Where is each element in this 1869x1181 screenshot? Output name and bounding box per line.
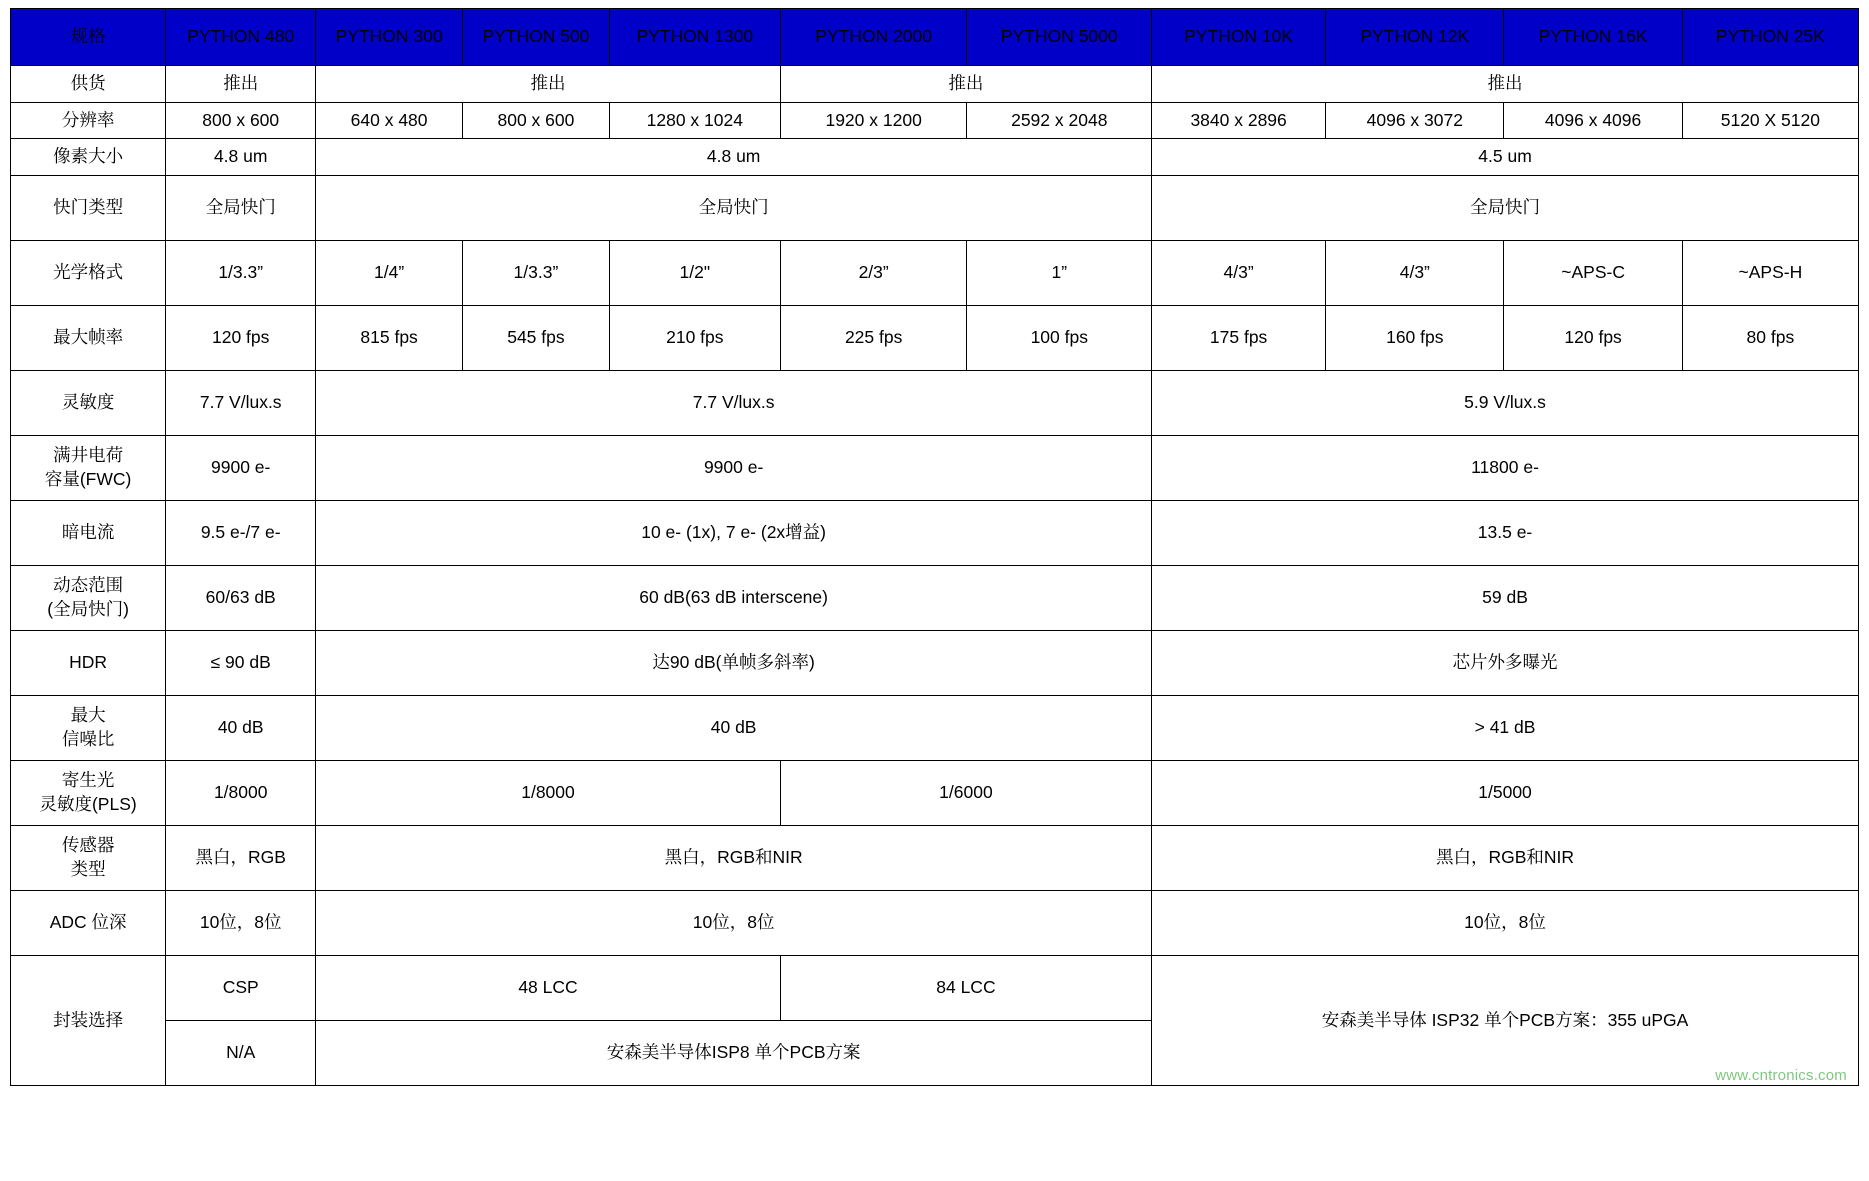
dynamic-range-10k-25k: 59 dB bbox=[1152, 565, 1859, 630]
row-label-resolution: 分辨率 bbox=[11, 102, 166, 139]
resolution-25k: 5120 X 5120 bbox=[1682, 102, 1858, 139]
header-python-5000: PYTHON 5000 bbox=[967, 9, 1152, 66]
resolution-1300: 1280 x 1024 bbox=[609, 102, 780, 139]
resolution-10k: 3840 x 2896 bbox=[1152, 102, 1326, 139]
pls-10k-25k: 1/5000 bbox=[1152, 760, 1859, 825]
max-framerate-5000: 100 fps bbox=[967, 305, 1152, 370]
package-300-1300-lcc: 48 LCC bbox=[316, 955, 781, 1020]
resolution-16k: 4096 x 4096 bbox=[1504, 102, 1682, 139]
shutter-type-10k-25k: 全局快门 bbox=[1152, 175, 1859, 240]
table-row bbox=[11, 102, 1859, 139]
optical-format-1300: 1/2" bbox=[609, 240, 780, 305]
row-label-adc: ADC 位深 bbox=[11, 890, 166, 955]
dynamic-range-label-line1: 动态范围 bbox=[53, 575, 124, 596]
optical-format-480: 1/3.3” bbox=[166, 240, 316, 305]
pixel-size-480: 4.8 um bbox=[166, 139, 316, 176]
max-framerate-480: 120 fps bbox=[166, 305, 316, 370]
table-header-row bbox=[11, 9, 1859, 66]
row-label-dark-current: 暗电流 bbox=[11, 500, 166, 565]
availability-480: 推出 bbox=[166, 66, 316, 103]
optical-format-500: 1/3.3” bbox=[463, 240, 610, 305]
row-label-max-framerate: 最大帧率 bbox=[11, 305, 166, 370]
max-framerate-300: 815 fps bbox=[316, 305, 463, 370]
sensor-type-label-line1: 传感器 bbox=[61, 835, 115, 856]
max-framerate-16k: 120 fps bbox=[1504, 305, 1682, 370]
pls-2000-5000: 1/6000 bbox=[780, 760, 1151, 825]
optical-format-5000: 1” bbox=[967, 240, 1152, 305]
package-480-csp: CSP bbox=[166, 955, 316, 1020]
header-spec: 规格 bbox=[11, 9, 166, 66]
table-row bbox=[11, 565, 1859, 630]
max-framerate-500: 545 fps bbox=[463, 305, 610, 370]
sensor-type-300-5000: 黑白，RGB和NIR bbox=[316, 825, 1152, 890]
sensor-type-480: 黑白，RGB bbox=[166, 825, 316, 890]
package-10k-25k-isp32: 安森美半导体 ISP32 单个PCB方案：355 uPGA bbox=[1152, 955, 1859, 1085]
header-python-10k: PYTHON 10K bbox=[1152, 9, 1326, 66]
optical-format-25k: ~APS-H bbox=[1682, 240, 1858, 305]
sensor-type-label-line2: 类型 bbox=[70, 858, 106, 879]
sensitivity-480: 7.7 V/lux.s bbox=[166, 370, 316, 435]
availability-10k-25k: 推出 bbox=[1152, 66, 1859, 103]
max-framerate-12k: 160 fps bbox=[1326, 305, 1504, 370]
fwc-label-line2: 容量(FWC) bbox=[44, 468, 132, 489]
table-row bbox=[11, 500, 1859, 565]
shutter-type-300-5000: 全局快门 bbox=[316, 175, 1152, 240]
table-row bbox=[11, 890, 1859, 955]
dynamic-range-label-line2: (全局快门) bbox=[47, 598, 129, 619]
table-row bbox=[11, 139, 1859, 176]
python-sensor-spec-table bbox=[10, 8, 1859, 1086]
adc-300-5000: 10位，8位 bbox=[316, 890, 1152, 955]
snr-10k-25k: > 41 dB bbox=[1152, 695, 1859, 760]
table-row bbox=[11, 435, 1859, 500]
dark-current-300-5000: 10 e- (1x), 7 e- (2x增益) bbox=[316, 500, 1152, 565]
table-row bbox=[11, 305, 1859, 370]
availability-2000-5000: 推出 bbox=[780, 66, 1151, 103]
table-row bbox=[11, 66, 1859, 103]
header-python-25k: PYTHON 25K bbox=[1682, 9, 1858, 66]
header-python-2000: PYTHON 2000 bbox=[780, 9, 967, 66]
sensitivity-10k-25k: 5.9 V/lux.s bbox=[1152, 370, 1859, 435]
row-label-sensor-type bbox=[11, 825, 166, 890]
row-label-dynamic-range bbox=[11, 565, 166, 630]
fwc-480: 9900 e- bbox=[166, 435, 316, 500]
optical-format-16k: ~APS-C bbox=[1504, 240, 1682, 305]
header-python-16k: PYTHON 16K bbox=[1504, 9, 1682, 66]
table-row bbox=[11, 825, 1859, 890]
row-label-fwc bbox=[11, 435, 166, 500]
max-framerate-25k: 80 fps bbox=[1682, 305, 1858, 370]
row-label-snr bbox=[11, 695, 166, 760]
resolution-500: 800 x 600 bbox=[463, 102, 610, 139]
header-python-480: PYTHON 480 bbox=[166, 9, 316, 66]
max-framerate-10k: 175 fps bbox=[1152, 305, 1326, 370]
optical-format-300: 1/4” bbox=[316, 240, 463, 305]
table-row bbox=[11, 370, 1859, 435]
row-label-availability: 供货 bbox=[11, 66, 166, 103]
header-python-12k: PYTHON 12K bbox=[1326, 9, 1504, 66]
pls-300-1300: 1/8000 bbox=[316, 760, 781, 825]
row-label-sensitivity: 灵敏度 bbox=[11, 370, 166, 435]
optical-format-2000: 2/3” bbox=[780, 240, 967, 305]
dynamic-range-480: 60/63 dB bbox=[166, 565, 316, 630]
pls-label-line2: 灵敏度(PLS) bbox=[39, 793, 137, 814]
pls-label-line1: 寄生光 bbox=[61, 770, 115, 791]
header-python-300: PYTHON 300 bbox=[316, 9, 463, 66]
resolution-5000: 2592 x 2048 bbox=[967, 102, 1152, 139]
header-python-500: PYTHON 500 bbox=[463, 9, 610, 66]
optical-format-10k: 4/3” bbox=[1152, 240, 1326, 305]
table-row bbox=[11, 695, 1859, 760]
pixel-size-10k-25k: 4.5 um bbox=[1152, 139, 1859, 176]
pls-480: 1/8000 bbox=[166, 760, 316, 825]
snr-480: 40 dB bbox=[166, 695, 316, 760]
hdr-300-5000: 达90 dB(单帧多斜率) bbox=[316, 630, 1152, 695]
fwc-label-line1: 满井电荷 bbox=[53, 445, 124, 466]
table-row bbox=[11, 760, 1859, 825]
resolution-300: 640 x 480 bbox=[316, 102, 463, 139]
hdr-10k-25k: 芯片外多曝光 bbox=[1152, 630, 1859, 695]
sensitivity-300-5000: 7.7 V/lux.s bbox=[316, 370, 1152, 435]
row-label-pls bbox=[11, 760, 166, 825]
adc-480: 10位，8位 bbox=[166, 890, 316, 955]
header-python-1300: PYTHON 1300 bbox=[609, 9, 780, 66]
package-300-5000-isp8: 安森美半导体ISP8 单个PCB方案 bbox=[316, 1020, 1152, 1085]
site-watermark: www.cntronics.com bbox=[1715, 1066, 1847, 1084]
snr-label-line1: 最大 bbox=[70, 705, 106, 726]
row-label-package: 封装选择 bbox=[11, 955, 166, 1085]
hdr-480: ≤ 90 dB bbox=[166, 630, 316, 695]
resolution-2000: 1920 x 1200 bbox=[780, 102, 967, 139]
dynamic-range-300-5000: 60 dB(63 dB interscene) bbox=[316, 565, 1152, 630]
max-framerate-1300: 210 fps bbox=[609, 305, 780, 370]
table-row bbox=[11, 175, 1859, 240]
fwc-10k-25k: 11800 e- bbox=[1152, 435, 1859, 500]
dark-current-10k-25k: 13.5 e- bbox=[1152, 500, 1859, 565]
optical-format-12k: 4/3” bbox=[1326, 240, 1504, 305]
pixel-size-300-5000: 4.8 um bbox=[316, 139, 1152, 176]
row-label-hdr: HDR bbox=[11, 630, 166, 695]
row-label-optical-format: 光学格式 bbox=[11, 240, 166, 305]
row-label-shutter-type: 快门类型 bbox=[11, 175, 166, 240]
availability-300-1300: 推出 bbox=[316, 66, 781, 103]
table-row bbox=[11, 630, 1859, 695]
resolution-12k: 4096 x 3072 bbox=[1326, 102, 1504, 139]
shutter-type-480: 全局快门 bbox=[166, 175, 316, 240]
package-480-na: N/A bbox=[166, 1020, 316, 1085]
package-2000-5000-lcc: 84 LCC bbox=[780, 955, 1151, 1020]
resolution-480: 800 x 600 bbox=[166, 102, 316, 139]
sensor-type-10k-25k: 黑白，RGB和NIR bbox=[1152, 825, 1859, 890]
fwc-300-5000: 9900 e- bbox=[316, 435, 1152, 500]
max-framerate-2000: 225 fps bbox=[780, 305, 967, 370]
adc-10k-25k: 10位，8位 bbox=[1152, 890, 1859, 955]
dark-current-480: 9.5 e-/7 e- bbox=[166, 500, 316, 565]
snr-label-line2: 信噪比 bbox=[61, 728, 115, 749]
table-row bbox=[11, 240, 1859, 305]
snr-300-5000: 40 dB bbox=[316, 695, 1152, 760]
table-row bbox=[11, 955, 1859, 1020]
row-label-pixel-size: 像素大小 bbox=[11, 139, 166, 176]
